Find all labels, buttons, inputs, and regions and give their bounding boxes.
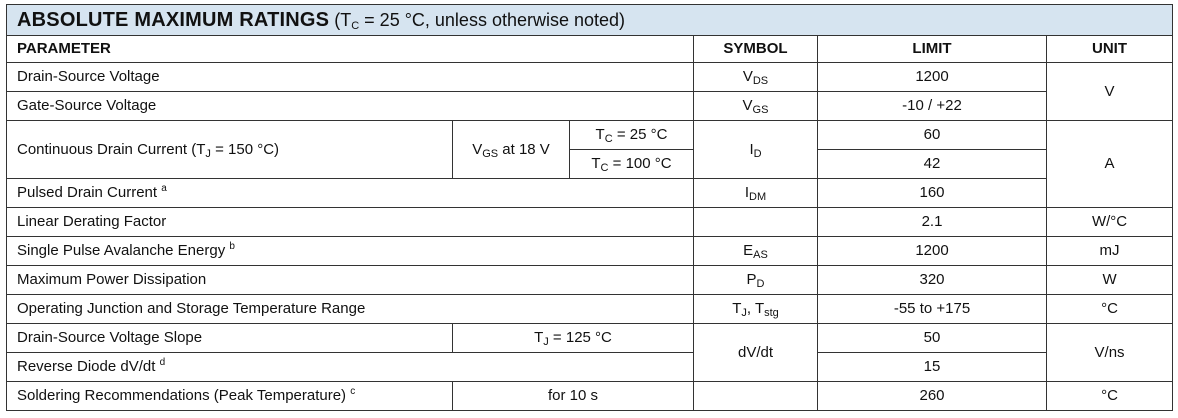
header-parameter: PARAMETER xyxy=(7,36,694,63)
symbol-sub: DS xyxy=(752,75,769,87)
text-part: Single Pulse Avalanche Energy xyxy=(17,242,230,259)
unit-dvdt: V/ns xyxy=(1047,324,1173,382)
title-row xyxy=(7,5,1173,36)
table-row xyxy=(7,382,1173,411)
symbol-eas xyxy=(694,237,818,266)
limit-pd: 320 xyxy=(818,266,1047,295)
table-row xyxy=(7,353,1173,382)
text-part: = 150 °C) xyxy=(210,140,280,158)
symbol-main: I xyxy=(749,140,754,158)
symbol-vgs xyxy=(694,92,818,121)
symbol-idm xyxy=(694,179,818,208)
param-derating: Linear Derating Factor xyxy=(7,208,694,237)
text-part: at 18 V xyxy=(498,140,550,158)
symbol-vds xyxy=(694,63,818,92)
text-part: Continuous Drain Current (T xyxy=(17,140,206,158)
symbol-sub: AS xyxy=(753,249,768,261)
header-row xyxy=(7,36,1173,63)
cond-dvdt xyxy=(453,324,694,353)
limit-id-2: 42 xyxy=(818,150,1047,179)
header-unit: UNIT xyxy=(1047,36,1173,63)
limit-idm: 160 xyxy=(818,179,1047,208)
text-part: V xyxy=(472,140,483,158)
text-part: T xyxy=(591,155,601,172)
footnote-marker: d xyxy=(159,357,166,368)
symbol-id xyxy=(694,121,818,179)
text-sub: J xyxy=(543,336,549,348)
ratings-table-container xyxy=(6,4,1172,411)
text-sub: C xyxy=(604,133,613,145)
unit-current: A xyxy=(1047,121,1173,208)
title-open: (T xyxy=(334,10,352,30)
cond-id-t1 xyxy=(570,121,694,150)
title-main: ABSOLUTE MAXIMUM RATINGS xyxy=(17,9,330,31)
header-limit: LIMIT xyxy=(818,36,1047,63)
unit-voltage: V xyxy=(1047,63,1173,121)
table-row xyxy=(7,121,1173,150)
table-row xyxy=(7,295,1173,324)
symbol-main: I xyxy=(744,184,750,201)
text-part: Pulsed Drain Current xyxy=(17,184,162,201)
text-sub: C xyxy=(600,162,609,174)
text-sub: J xyxy=(205,147,211,160)
symbol-main: P xyxy=(746,271,757,288)
header-symbol: SYMBOL xyxy=(694,36,818,63)
cond-id-vgs xyxy=(453,121,570,179)
unit-pd: W xyxy=(1047,266,1173,295)
symbol-temp xyxy=(694,295,818,324)
symbol-main: E xyxy=(743,242,754,259)
symbol-dvdt: dV/dt xyxy=(694,324,818,382)
text-part: = 25 °C xyxy=(612,126,668,143)
limit-solder: 260 xyxy=(818,382,1047,411)
title-rest: = 25 °C, unless otherwise noted) xyxy=(359,10,626,30)
param-id xyxy=(7,121,453,179)
text-part: Reverse Diode dV/dt xyxy=(17,358,160,375)
limit-dvdt-2: 15 xyxy=(818,353,1047,382)
symbol-derating xyxy=(694,208,818,237)
table-row xyxy=(7,266,1173,295)
limit-vgs: -10 / +22 xyxy=(818,92,1047,121)
text-part: = 125 °C xyxy=(548,329,612,346)
table-row xyxy=(7,92,1173,121)
footnote-marker: c xyxy=(350,386,356,397)
symbol-sub: D xyxy=(756,278,765,290)
title-sub: C xyxy=(351,20,360,32)
text-part: = 100 °C xyxy=(608,155,672,172)
limit-eas: 1200 xyxy=(818,237,1047,266)
symbol-solder xyxy=(694,382,818,411)
unit-eas: mJ xyxy=(1047,237,1173,266)
symbol-main: V xyxy=(742,97,753,114)
unit-temp: °C xyxy=(1047,295,1173,324)
param-pd: Maximum Power Dissipation xyxy=(7,266,694,295)
symbol-pd xyxy=(694,266,818,295)
symbol-sub: GS xyxy=(752,104,769,116)
param-idm xyxy=(7,179,694,208)
footnote-marker: b xyxy=(229,241,235,252)
absolute-maximum-ratings-table xyxy=(6,4,1173,411)
cond-solder: for 10 s xyxy=(453,382,694,411)
param-temp: Operating Junction and Storage Temperature Range xyxy=(7,295,694,324)
text-part: T xyxy=(534,329,544,346)
limit-temp: -55 to +175 xyxy=(818,295,1047,324)
cond-id-t2 xyxy=(570,150,694,179)
text-part: T xyxy=(595,126,605,143)
table-title xyxy=(7,5,1173,36)
footnote-marker: a xyxy=(161,183,167,194)
param-eas xyxy=(7,237,694,266)
param-diode-dvdt xyxy=(7,353,694,382)
text-part: Soldering Recommendations (Peak Temperature) xyxy=(17,387,351,404)
param-vds: Drain-Source Voltage xyxy=(7,63,694,92)
symbol-sub: stg xyxy=(764,307,779,319)
limit-id-1: 60 xyxy=(818,121,1047,150)
symbol-sub: D xyxy=(753,147,762,160)
symbol-main: V xyxy=(742,68,753,85)
limit-dvdt-1: 50 xyxy=(818,324,1047,353)
unit-derating: W/°C xyxy=(1047,208,1173,237)
text-sub: GS xyxy=(482,147,499,160)
symbol-sub: J xyxy=(741,307,747,319)
limit-vds: 1200 xyxy=(818,63,1047,92)
table-row xyxy=(7,237,1173,266)
limit-derating: 2.1 xyxy=(818,208,1047,237)
param-solder xyxy=(7,382,453,411)
unit-solder: °C xyxy=(1047,382,1173,411)
symbol-main: , T xyxy=(746,300,765,317)
symbol-main: T xyxy=(732,300,742,317)
param-dvdt: Drain-Source Voltage Slope xyxy=(7,324,453,353)
table-row xyxy=(7,208,1173,237)
symbol-sub: DM xyxy=(749,191,767,203)
table-row xyxy=(7,324,1173,353)
param-vgs: Gate-Source Voltage xyxy=(7,92,694,121)
table-row xyxy=(7,63,1173,92)
table-row xyxy=(7,179,1173,208)
